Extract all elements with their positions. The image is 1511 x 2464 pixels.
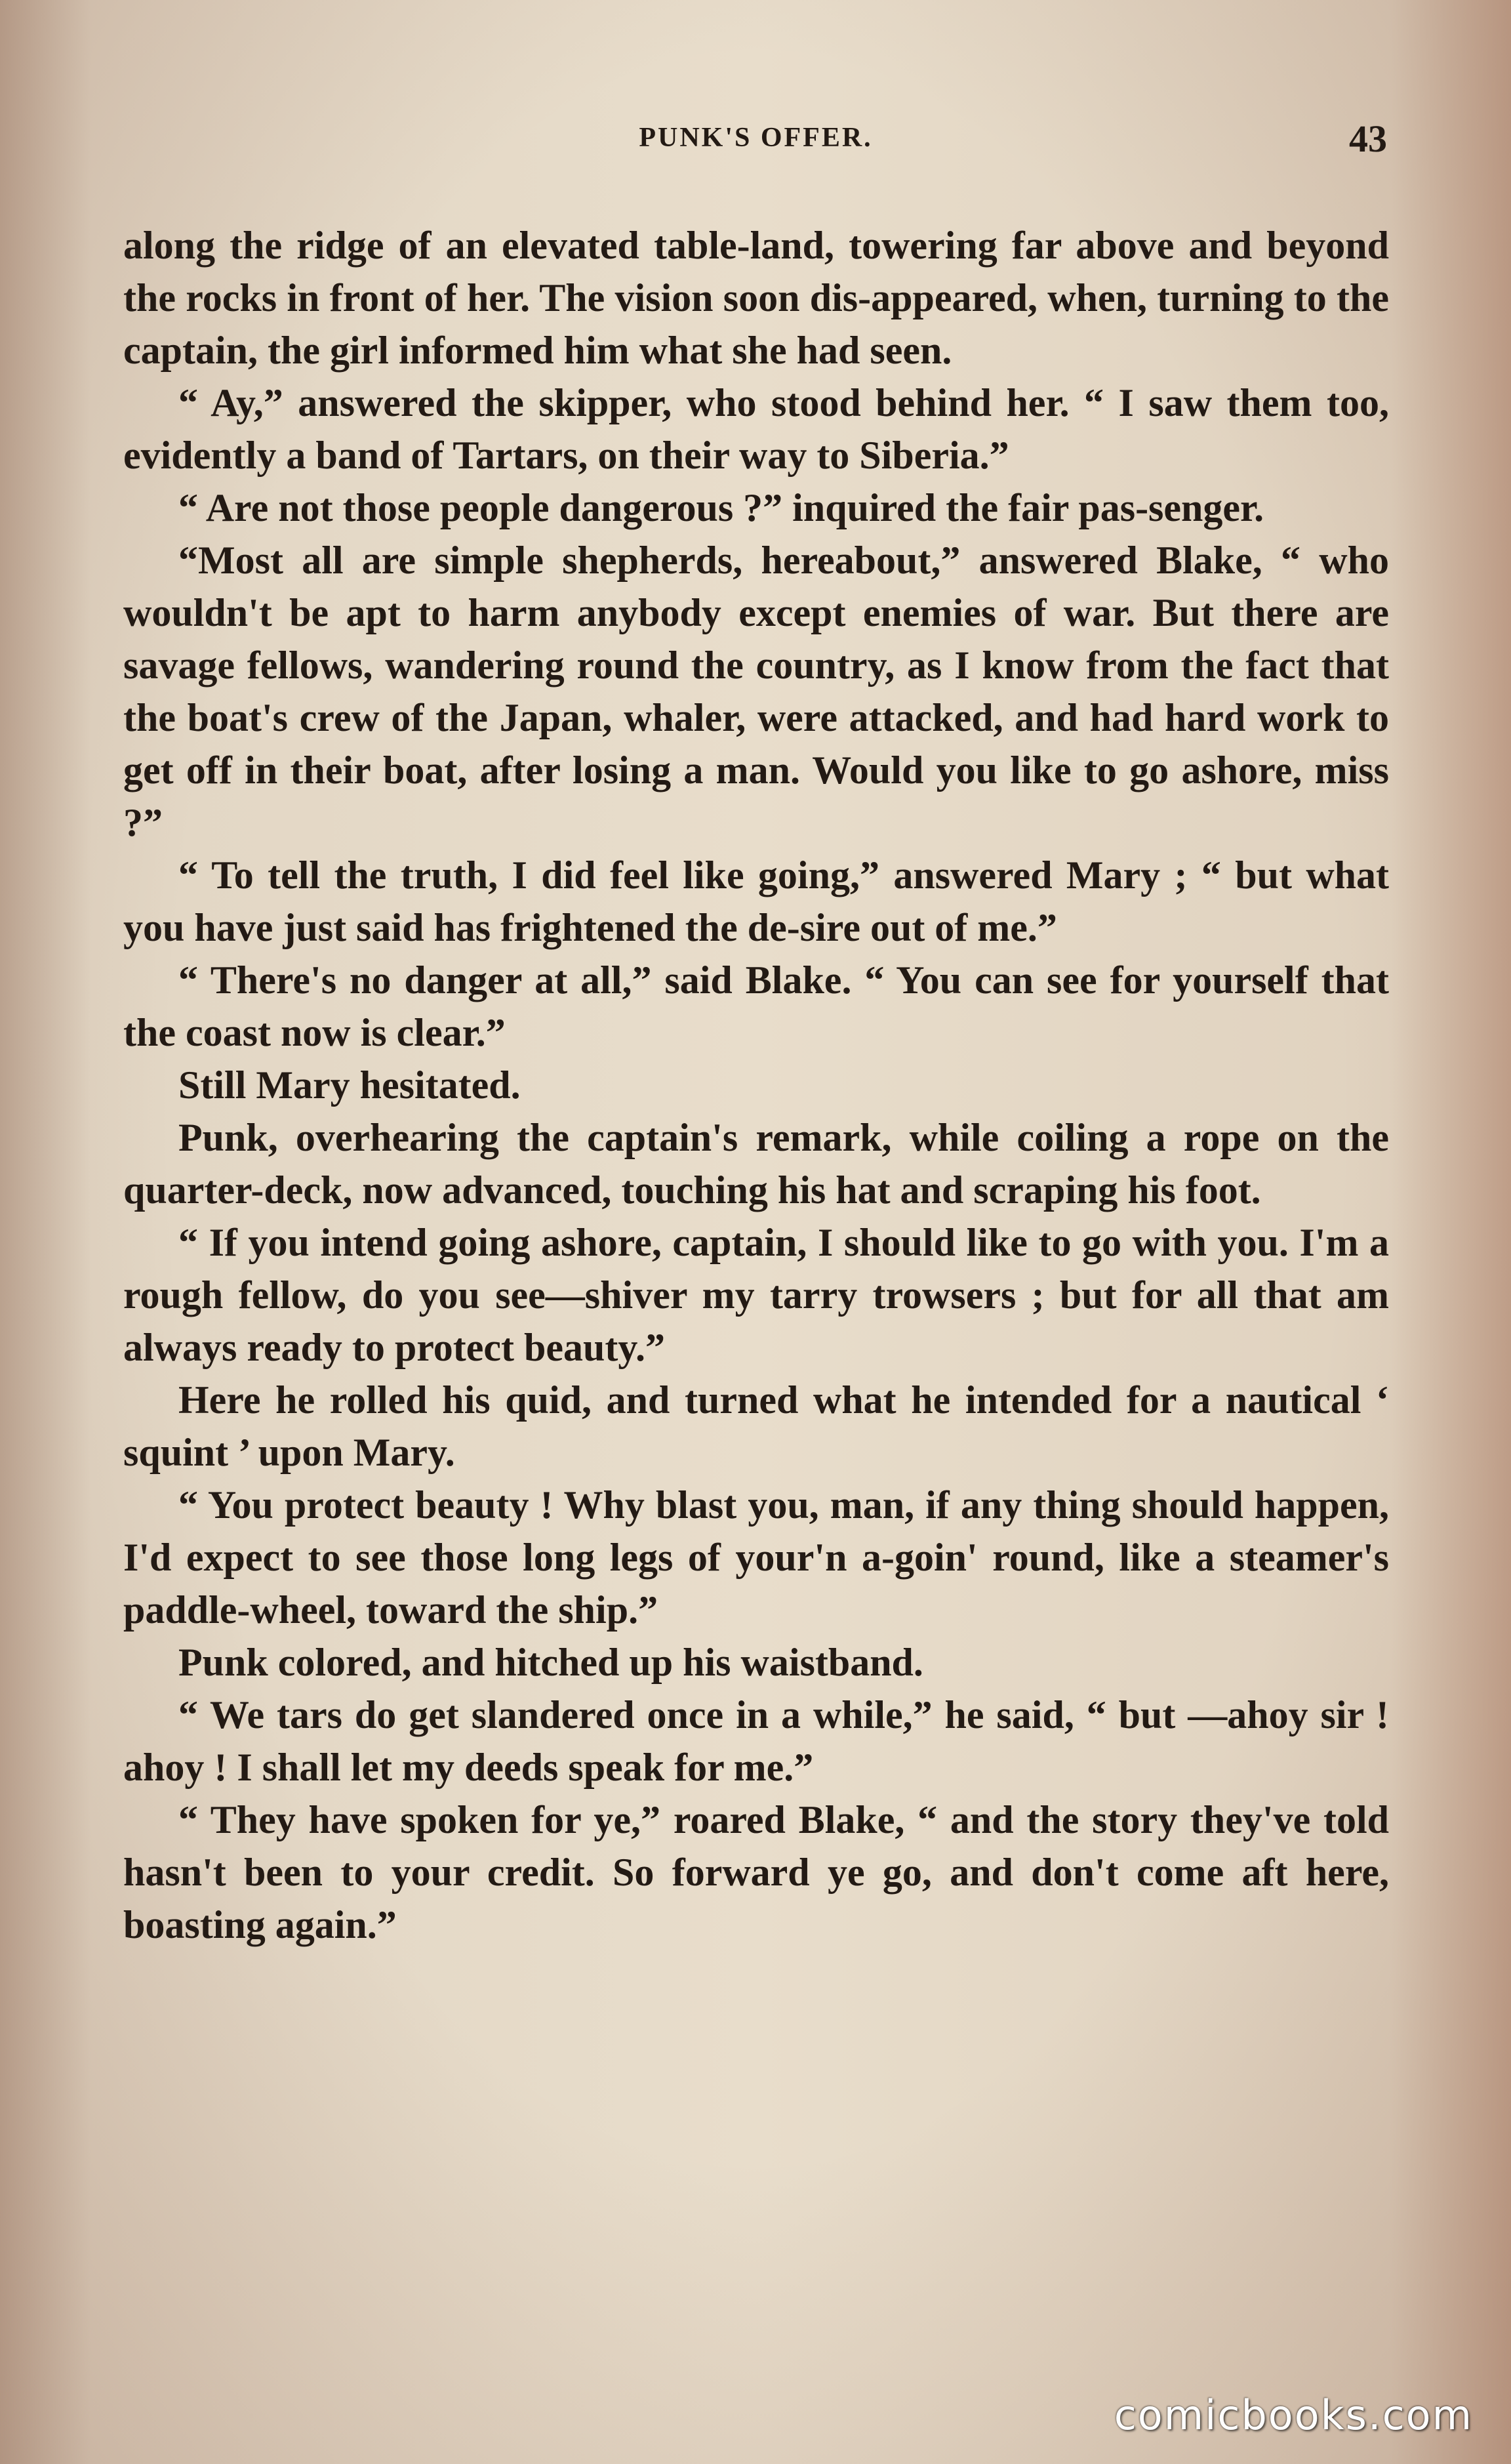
paragraph: Punk, overhearing the captain's remark, while coiling a rope on the quarter-deck, now advanced, touching his hat and scraping his foot. — [123, 1116, 1389, 1212]
paragraph: Here he rolled his quid, and turned what he intended for a nautical ‘ squint ’ upon Mary. — [123, 1378, 1389, 1474]
paragraph: “ You protect beauty ! Why blast you, man, if any thing should happen, I'd expect to see those long legs of your'n a-goin' round, like a steamer's paddle-wheel, toward the ship.” — [123, 1483, 1389, 1632]
paragraph: Still Mary hesitated. — [178, 1063, 521, 1107]
watermark: comicbooks.com — [1114, 2391, 1473, 2439]
page-number: 43 — [1349, 117, 1387, 160]
page-header — [125, 117, 1387, 163]
paragraph: Punk colored, and hitched up his waistband. — [178, 1641, 923, 1684]
paragraph: “ Are not those people dangerous ?” inquired the fair pas-senger. — [178, 486, 1264, 529]
paragraph: “ They have spoken for ye,” roared Blake, “ and the story they've told hasn't been to your credit. So forward ye go, and don't come aft here, boasting again.” — [123, 1798, 1389, 1946]
paragraph: “ There's no danger at all,” said Blake. “ You can see for yourself that the coast now is clear.” — [123, 958, 1389, 1054]
body-text — [123, 219, 1389, 1951]
paragraph: “ Ay,” answered the skipper, who stood behind her. “ I saw them too, evidently a band of Tartars, on their way to Siberia.” — [123, 381, 1389, 477]
paragraph: “ To tell the truth, I did feel like going,” answered Mary ; “ but what you have just said has frightened the de-sire out of me.” — [123, 853, 1389, 949]
running-title: PUNK'S OFFER. — [639, 123, 873, 153]
paragraph: “ If you intend going ashore, captain, I should like to go with you. I'm a rough fellow, do you see—shiver my tarry trowsers ; but for all that am always ready to protect beauty.” — [123, 1221, 1389, 1369]
paragraph: “Most all are simple shepherds, hereabout,” answered Blake, “ who wouldn't be apt to harm anybody except enemies of war. But there are savage fellows, wandering round the country, as I know from the fact that the boat's crew of the Japan, whaler, were attacked, and had hard work to get off in their boat, after losing a man. Would you like to go ashore, miss ?” — [123, 539, 1389, 844]
paragraph: along the ridge of an elevated table-land, towering far above and beyond the rocks in front of her. The vision soon dis-appeared, when, turning to the captain, the girl informed him what she had seen. — [123, 224, 1389, 372]
paragraph: “ We tars do get slandered once in a while,” he said, “ but —ahoy sir ! ahoy ! I shall let my deeds speak for me.” — [123, 1693, 1389, 1789]
